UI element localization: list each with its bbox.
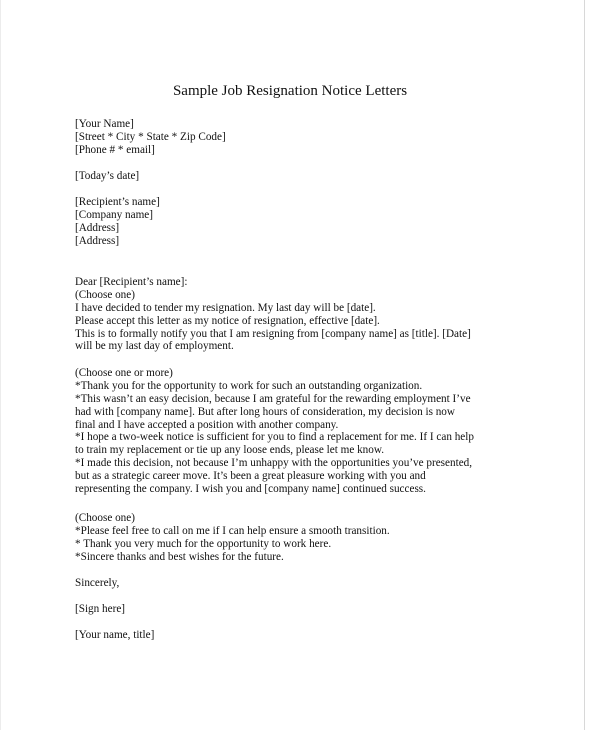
valediction-text: Sincerely,	[75, 577, 120, 589]
page-left-edge	[0, 0, 1, 730]
closing-option-2: * Thank you very much for the opportunity to work here.	[75, 537, 332, 550]
sender-block	[75, 118, 545, 157]
intro-option-2: Please accept this letter as my notice of resignation, effective [date].	[75, 314, 380, 327]
date-block	[75, 170, 545, 183]
closing-option-1: *Please feel free to call on me if I can help ensure a smooth transition.	[75, 524, 390, 537]
sender-contact: [Phone # * email]	[75, 143, 155, 156]
document-title: Sample Job Resignation Notice Letters	[172, 83, 408, 99]
reason-line: final and I have accepted a position with another company.	[75, 418, 339, 431]
reason-line: *Thank you for the opportunity to work for such an outstanding organization.	[75, 379, 423, 392]
recipient-block	[75, 196, 545, 248]
letter-date: [Today’s date]	[75, 170, 140, 182]
valediction	[75, 577, 545, 590]
reasons-block	[75, 367, 545, 496]
recipient-name: [Recipient’s name]	[75, 196, 160, 208]
sender-address: [Street * City * State * Zip Code]	[75, 130, 226, 143]
page-right-edge	[584, 0, 585, 730]
reason-line: *I hope a two-week notice is sufficient for you to find a replacement for me. If I can help	[75, 431, 474, 444]
reason-line: but as a strategic career move. It’s been a great pleasure working with you and	[75, 470, 426, 483]
closing-instruction: (Choose one)	[75, 512, 135, 524]
closing-options-block	[75, 512, 545, 564]
sender-name: [Your Name]	[75, 118, 134, 130]
intro-block	[75, 276, 545, 353]
recipient-company: [Company name]	[75, 208, 153, 221]
reasons-instruction: (Choose one or more)	[75, 367, 173, 379]
reason-line: to train my replacement or tie up any loose ends, please let me know.	[75, 444, 385, 457]
recipient-address-2: [Address]	[75, 234, 120, 247]
reason-line: *I made this decision, not because I’m unhappy with the opportunities you’ve presented,	[75, 457, 473, 470]
intro-option-3-cont: will be my last day of employment.	[75, 340, 234, 353]
sign-here-text: [Sign here]	[75, 603, 126, 615]
signature-placeholder	[75, 603, 545, 616]
intro-option-3: This is to formally notify you that I am resigning from [company name] as [title]. [Date]	[75, 327, 471, 340]
reason-line: *This wasn’t an easy decision, because I am grateful for the rewarding employment I’ve	[75, 392, 471, 405]
signer-name-text: [Your name, title]	[75, 629, 155, 641]
salutation: Dear [Recipient’s name]:	[75, 276, 188, 288]
reason-line: had with [company name]. But after long hours of consideration, my decision is now	[75, 405, 455, 418]
recipient-address-1: [Address]	[75, 221, 120, 234]
closing-option-3: *Sincere thanks and best wishes for the future.	[75, 550, 284, 563]
reason-line: representing the company. I wish you and [company name] continued success.	[75, 483, 426, 496]
signer-name-title	[75, 629, 545, 642]
intro-instruction: (Choose one)	[75, 288, 135, 301]
intro-option-1: I have decided to tender my resignation. My last day will be [date].	[75, 301, 376, 314]
